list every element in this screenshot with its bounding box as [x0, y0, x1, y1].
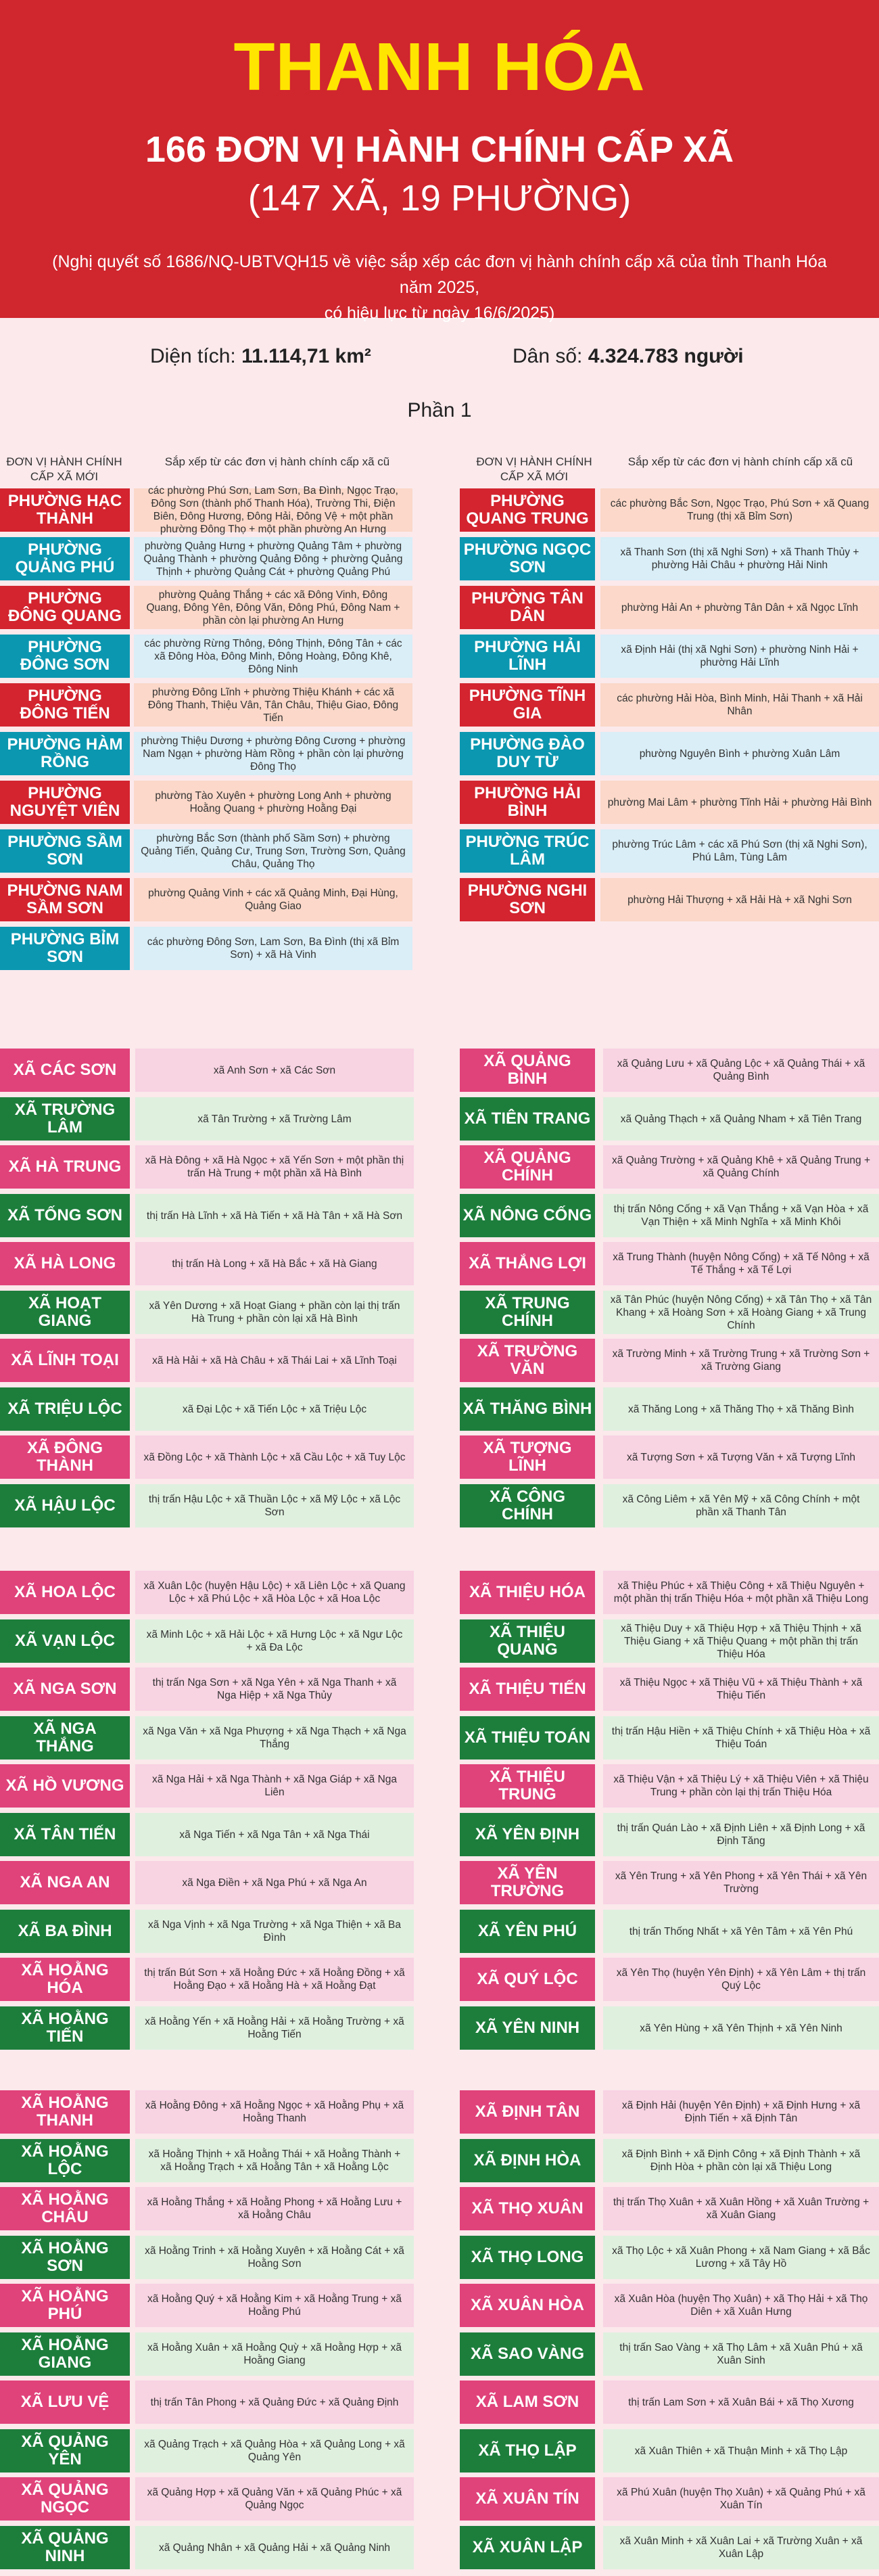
unit-name: XÃ XUÂN HÒA — [460, 2284, 595, 2327]
unit-merged-from: xã Quảng Hợp + xã Quảng Văn + xã Quảng Phúc + xã Quảng Ngọc — [135, 2477, 414, 2521]
unit-row — [460, 781, 879, 824]
area-label: Diện tích: — [150, 345, 242, 367]
unit-name: XÃ TRIỆU LỘC — [0, 1387, 130, 1431]
unit-merged-from: xã Nga Điền + xã Nga Phú + xã Nga An — [135, 1861, 414, 1904]
unit-merged-from: xã Yên Dương + xã Hoạt Giang + phần còn lại thị trấn Hà Trung + phần còn lại xã Hà Bình — [135, 1291, 414, 1334]
unit-name: XÃ YÊN PHÚ — [460, 1910, 595, 1953]
unit-merged-from: xã Thăng Long + xã Thăng Thọ + xã Thăng Bình — [603, 1387, 879, 1431]
population-label: Dân số: — [513, 345, 588, 367]
decree-note — [41, 249, 838, 326]
unit-name: XÃ VẠN LỘC — [0, 1619, 130, 1663]
unit-row — [460, 1910, 879, 1953]
unit-name: XÃ TIÊN TRANG — [460, 1097, 595, 1141]
unit-name: XÃ TRUNG CHÍNH — [460, 1291, 595, 1334]
unit-row — [0, 2187, 414, 2230]
population-value: 4.324.783 người — [588, 345, 744, 367]
unit-merged-from: các phường Hải Hòa, Bình Minh, Hải Thanh + xã Hải Nhân — [600, 683, 879, 727]
unit-name: PHƯỜNG TÂN DÂN — [460, 586, 595, 629]
page-title: THANH HÓA — [233, 29, 646, 105]
unit-row — [0, 683, 412, 727]
unit-name: XÃ THIỆU HÓA — [460, 1571, 595, 1614]
unit-row — [0, 2006, 414, 2050]
header-banner — [0, 0, 879, 323]
unit-row — [460, 1716, 879, 1760]
unit-name: XÃ HOẰNG PHÚ — [0, 2284, 130, 2327]
unit-merged-from: thị trấn Quán Lào + xã Định Liên + xã Định Long + xã Định Tăng — [603, 1813, 879, 1856]
unit-name: PHƯỜNG ĐÔNG TIẾN — [0, 683, 130, 727]
unit-merged-from: phường Hải Thượng + xã Hải Hà + xã Nghi Sơn — [600, 878, 879, 921]
unit-merged-from: thị trấn Thọ Xuân + xã Xuân Hồng + xã Xuân Trường + xã Xuân Giang — [603, 2187, 879, 2230]
unit-row — [460, 1813, 879, 1856]
unit-name: XÃ YÊN NINH — [460, 2006, 595, 2050]
unit-row — [0, 1387, 414, 1431]
unit-name: XÃ TRƯỜNG VĂN — [460, 1339, 595, 1382]
unit-row — [0, 2477, 414, 2521]
unit-merged-from: thị trấn Hà Long + xã Hà Bắc + xã Hà Giang — [135, 1242, 414, 1285]
unit-merged-from: xã Tân Trường + xã Trường Lâm — [135, 1097, 414, 1141]
unit-merged-from: phường Đông Lĩnh + phường Thiệu Khánh + các xã Đông Thanh, Thiệu Vân, Tân Châu, Thiệu Giao, Đông Tiến — [134, 683, 412, 727]
unit-merged-from: xã Tân Phúc (huyện Nông Cống) + xã Tân Thọ + xã Tân Khang + xã Hoàng Sơn + xã Hoàng Giang + xã Trung Chính — [603, 1291, 879, 1334]
unit-row — [0, 2526, 414, 2569]
unit-merged-from: xã Hoằng Yến + xã Hoằng Hải + xã Hoằng Trường + xã Hoằng Tiến — [135, 2006, 414, 2050]
unit-name: XÃ THIỆU TOÁN — [460, 1716, 595, 1760]
decree-line-1: (Nghị quyết số 1686/NQ-UBTVQH15 về việc sắp xếp các đơn vị hành chính cấp xã của tỉnh Thanh Hóa năm 2025, — [52, 252, 827, 297]
unit-name: XÃ NGA AN — [0, 1861, 130, 1904]
unit-merged-from: các phường Bắc Sơn, Ngọc Trạo, Phú Sơn + xã Quang Trung (thị xã Bỉm Sơn) — [600, 488, 879, 532]
unit-merged-from: phường Nguyên Bình + phường Xuân Lâm — [600, 732, 879, 775]
unit-merged-from: thị trấn Hậu Hiền + xã Thiệu Chính + xã Thiệu Hòa + xã Thiệu Toán — [603, 1716, 879, 1760]
unit-name: PHƯỜNG BỈM SƠN — [0, 927, 130, 970]
unit-row — [0, 2284, 414, 2327]
unit-name: XÃ HÀ TRUNG — [0, 1145, 130, 1189]
unit-row — [0, 1194, 414, 1237]
unit-name: XÃ THẮNG LỢI — [460, 1242, 595, 1285]
unit-merged-from: xã Hoằng Thịnh + xã Hoằng Thái + xã Hoằng Thành + xã Hoằng Trạch + xã Hoằng Tân + xã Hoằng Lộc — [135, 2139, 414, 2182]
unit-merged-from: xã Hoằng Quý + xã Hoằng Kim + xã Hoằng Trung + xã Hoằng Phú — [135, 2284, 414, 2327]
unit-merged-from: thị trấn Thống Nhất + xã Yên Tâm + xã Yên Phú — [603, 1910, 879, 1953]
unit-name: XÃ XUÂN TÍN — [460, 2477, 595, 2521]
unit-merged-from: xã Nga Văn + xã Nga Phượng + xã Nga Thạch + xã Nga Thắng — [135, 1716, 414, 1760]
unit-merged-from: phường Bắc Sơn (thành phố Sầm Sơn) + phường Quảng Tiến, Quảng Cư, Trung Sơn, Trường Sơn, Quảng Châu, Quảng Thọ — [134, 829, 412, 873]
unit-row — [0, 2332, 414, 2376]
unit-name: XÃ HOẰNG THANH — [0, 2090, 130, 2134]
unit-row — [460, 2187, 879, 2230]
unit-row — [0, 1910, 414, 1953]
unit-name: XÃ HOẠT GIANG — [0, 1291, 130, 1334]
unit-name: XÃ CÁC SƠN — [0, 1049, 130, 1092]
unit-merged-from: xã Yên Trung + xã Yên Phong + xã Yên Thái + xã Yên Trường — [603, 1861, 879, 1904]
unit-name: XÃ QUÝ LỘC — [460, 1958, 595, 2001]
unit-row — [460, 2380, 879, 2424]
unit-name: PHƯỜNG HẢI LĨNH — [460, 635, 595, 678]
stats-bar — [0, 345, 879, 379]
unit-merged-from: xã Tượng Sơn + xã Tượng Văn + xã Tượng Lĩnh — [603, 1435, 879, 1479]
unit-merged-from: thị trấn Lam Sơn + xã Xuân Bái + xã Thọ Xương — [603, 2380, 879, 2424]
unit-name: PHƯỜNG HẢI BÌNH — [460, 781, 595, 824]
unit-row — [460, 1339, 879, 1382]
unit-name: PHƯỜNG ĐÀO DUY TỪ — [460, 732, 595, 775]
unit-merged-from: xã Quảng Trạch + xã Quảng Hòa + xã Quảng Long + xã Quảng Yên — [135, 2429, 414, 2472]
unit-name: XÃ SAO VÀNG — [460, 2332, 595, 2376]
unit-row — [460, 2477, 879, 2521]
unit-row — [0, 1571, 414, 1614]
col-header-unit-left: ĐƠN VỊ HÀNH CHÍNH CẤP XÃ MỚI — [6, 455, 122, 483]
unit-row — [0, 1619, 414, 1663]
unit-merged-from: xã Nga Vịnh + xã Nga Trường + xã Nga Thiện + xã Ba Đình — [135, 1910, 414, 1953]
unit-row — [460, 635, 879, 678]
unit-row — [460, 1668, 879, 1711]
unit-merged-from: xã Xuân Minh + xã Xuân Lai + xã Trường Xuân + xã Xuân Lập — [603, 2526, 879, 2569]
unit-row — [0, 2429, 414, 2472]
unit-name: XÃ QUẢNG BÌNH — [460, 1049, 595, 1092]
unit-merged-from: xã Định Bình + xã Định Công + xã Định Thành + xã Định Hòa + phần còn lại xã Thiệu Long — [603, 2139, 879, 2182]
unit-name: XÃ HÀ LONG — [0, 1242, 130, 1285]
unit-name: XÃ HOẰNG SƠN — [0, 2236, 130, 2279]
unit-merged-from: xã Trung Thành (huyện Nông Cống) + xã Tế Nông + xã Tế Thắng + xã Tế Lợi — [603, 1242, 879, 1285]
unit-name: PHƯỜNG SẦM SƠN — [0, 829, 130, 873]
unit-merged-from: xã Định Hải (thị xã Nghi Sơn) + phường Ninh Hải + phường Hải Lĩnh — [600, 635, 879, 678]
unit-name: XÃ HOẰNG GIANG — [0, 2332, 130, 2376]
unit-row — [460, 732, 879, 775]
unit-name: PHƯỜNG QUẢNG PHÚ — [0, 537, 130, 580]
unit-merged-from: xã Trường Minh + xã Trường Trung + xã Trường Sơn + xã Trường Giang — [603, 1339, 879, 1382]
unit-name: PHƯỜNG NGỌC SƠN — [460, 537, 595, 580]
unit-name: PHƯỜNG ĐÔNG QUANG — [0, 586, 130, 629]
unit-row — [460, 2284, 879, 2327]
unit-row — [0, 1861, 414, 1904]
unit-merged-from: xã Hoằng Đông + xã Hoằng Ngọc + xã Hoằng Phụ + xã Hoằng Thanh — [135, 2090, 414, 2134]
unit-name: PHƯỜNG QUANG TRUNG — [460, 488, 595, 532]
unit-name: PHƯỜNG NAM SẦM SƠN — [0, 878, 130, 921]
unit-row — [460, 1619, 879, 1663]
unit-merged-from: xã Quảng Trường + xã Quảng Khê + xã Quảng Trung + xã Quảng Chính — [603, 1145, 879, 1189]
unit-merged-from: phường Quảng Hưng + phường Quảng Tâm + phường Quảng Thành + phường Quảng Đông + phường Quảng Thịnh + phường Quảng Cát + phường Quảng Phú — [134, 537, 412, 580]
unit-row — [460, 2236, 879, 2279]
area-value: 11.114,71 km² — [241, 345, 371, 367]
unit-row — [460, 878, 879, 921]
unit-merged-from: xã Quảng Nhân + xã Quảng Hải + xã Quảng Ninh — [135, 2526, 414, 2569]
unit-row — [460, 1958, 879, 2001]
subtitle-count: 166 ĐƠN VỊ HÀNH CHÍNH CẤP XÃ — [145, 129, 734, 170]
unit-name: XÃ LƯU VỆ — [0, 2380, 130, 2424]
unit-merged-from: phường Quảng Thắng + các xã Đông Vinh, Đông Quang, Đông Yên, Đông Văn, Đông Phú, Đông Nam + phần còn lại phường An Hưng — [134, 586, 412, 629]
unit-row — [460, 1194, 879, 1237]
unit-row — [0, 1145, 414, 1189]
unit-merged-from: xã Yên Thọ (huyện Yên Định) + xã Yên Lâm + thị trấn Quý Lộc — [603, 1958, 879, 2001]
decree-line-2: có hiệu lực từ ngày 16/6/2025) — [324, 304, 555, 323]
unit-merged-from: xã Thọ Lộc + xã Xuân Phong + xã Nam Giang + xã Bắc Lương + xã Tây Hồ — [603, 2236, 879, 2279]
unit-row — [460, 1097, 879, 1141]
unit-merged-from: xã Hoằng Trinh + xã Hoằng Xuyên + xã Hoằng Cát + xã Hoằng Sơn — [135, 2236, 414, 2279]
unit-row — [460, 1049, 879, 1092]
unit-name: XÃ HOẰNG TIẾN — [0, 2006, 130, 2050]
unit-name: XÃ QUẢNG CHÍNH — [460, 1145, 595, 1189]
unit-row — [0, 537, 412, 580]
unit-row — [0, 2236, 414, 2279]
unit-name: XÃ THIỆU TIẾN — [460, 1668, 595, 1711]
unit-row — [0, 1716, 414, 1760]
unit-merged-from: phường Hải An + phường Tân Dân + xã Ngọc Lĩnh — [600, 586, 879, 629]
unit-name: XÃ THĂNG BÌNH — [460, 1387, 595, 1431]
unit-name: PHƯỜNG HẠC THÀNH — [0, 488, 130, 532]
unit-name: XÃ THIỆU TRUNG — [460, 1764, 595, 1808]
unit-merged-from: phường Thiệu Dương + phường Đông Cương + phường Nam Ngạn + phường Hàm Rồng + phần còn lại phường Đông Thọ — [134, 732, 412, 775]
unit-row — [460, 1387, 879, 1431]
unit-row — [460, 1484, 879, 1527]
unit-row — [0, 485, 412, 535]
unit-merged-from: thị trấn Nông Cống + xã Vạn Thắng + xã Vạn Hòa + xã Vạn Thiện + xã Minh Nghĩa + xã Minh Khôi — [603, 1194, 879, 1237]
unit-merged-from: xã Hoằng Xuân + xã Hoằng Quỳ + xã Hoằng Hợp + xã Hoằng Giang — [135, 2332, 414, 2376]
unit-name: XÃ THIỆU QUANG — [460, 1619, 595, 1663]
unit-merged-from: thị trấn Hà Lĩnh + xã Hà Tiến + xã Hà Tân + xã Hà Sơn — [135, 1194, 414, 1237]
unit-merged-from: xã Hà Đông + xã Hà Ngọc + xã Yến Sơn + một phần thị trấn Hà Trung + một phần xã Hà Bình — [135, 1145, 414, 1189]
unit-row — [460, 2139, 879, 2182]
unit-name: XÃ XUÂN LẬP — [460, 2526, 595, 2569]
unit-row — [460, 1435, 879, 1479]
unit-name: XÃ THỌ LONG — [460, 2236, 595, 2279]
unit-name: XÃ NGA THẮNG — [0, 1716, 130, 1760]
col-header-merged-left: Sắp xếp từ các đơn vị hành chính cấp xã cũ — [164, 455, 390, 468]
unit-name: XÃ QUẢNG YÊN — [0, 2429, 130, 2472]
unit-name: XÃ NÔNG CỐNG — [460, 1194, 595, 1237]
area-stat — [150, 345, 371, 368]
unit-name: PHƯỜNG ĐÔNG SƠN — [0, 635, 130, 678]
unit-name: XÃ NGA SƠN — [0, 1668, 130, 1711]
unit-name: PHƯỜNG NGUYỆT VIÊN — [0, 781, 130, 824]
unit-name: XÃ BA ĐÌNH — [0, 1910, 130, 1953]
unit-name: PHƯỜNG TĨNH GIA — [460, 683, 595, 727]
unit-row — [0, 586, 412, 629]
unit-name: PHƯỜNG HÀM RỒNG — [0, 732, 130, 775]
unit-row — [0, 829, 412, 873]
unit-row — [0, 1764, 414, 1808]
unit-row — [460, 2526, 879, 2569]
unit-merged-from: xã Thiệu Ngọc + xã Thiệu Vũ + xã Thiệu Thành + xã Thiệu Tiến — [603, 1668, 879, 1711]
unit-row — [460, 1291, 879, 1334]
unit-row — [0, 1484, 414, 1527]
unit-row — [460, 2332, 879, 2376]
unit-name: XÃ HOA LỘC — [0, 1571, 130, 1614]
unit-row — [460, 1861, 879, 1904]
unit-name: XÃ TƯỢNG LĨNH — [460, 1435, 595, 1479]
unit-merged-from: thị trấn Hậu Lộc + xã Thuần Lộc + xã Mỹ Lộc + xã Lộc Sơn — [135, 1484, 414, 1527]
unit-name: XÃ ĐỊNH TÂN — [460, 2090, 595, 2134]
col-header-merged-right: Sắp xếp từ các đơn vị hành chính cấp xã cũ — [627, 455, 853, 468]
unit-name: XÃ HOẰNG CHÂU — [0, 2187, 130, 2230]
unit-row — [460, 1242, 879, 1285]
unit-merged-from: xã Nga Hải + xã Nga Thành + xã Nga Giáp + xã Nga Liên — [135, 1764, 414, 1808]
unit-merged-from: phường Mai Lâm + phường Tĩnh Hải + phường Hải Bình — [600, 781, 879, 824]
unit-name: XÃ QUẢNG NGỌC — [0, 2477, 130, 2521]
unit-row — [0, 2139, 414, 2182]
unit-row — [0, 1668, 414, 1711]
unit-row — [460, 1764, 879, 1808]
unit-merged-from: phường Tào Xuyên + phường Long Anh + phường Hoằng Quang + phường Hoằng Đại — [134, 781, 412, 824]
unit-name: XÃ THỌ XUÂN — [460, 2187, 595, 2230]
unit-row — [0, 1291, 414, 1334]
unit-merged-from: các phường Rừng Thông, Đông Thịnh, Đông Tân + các xã Đông Hòa, Đông Minh, Đông Hoàng, Đông Khê, Đông Ninh — [134, 635, 412, 678]
unit-merged-from: xã Thiệu Phúc + xã Thiệu Công + xã Thiệu Nguyên + một phần thị trấn Thiệu Hóa + một phần xã Thiệu Long — [603, 1571, 879, 1614]
unit-name: XÃ YÊN ĐỊNH — [460, 1813, 595, 1856]
unit-name: XÃ THỌ LẬP — [460, 2429, 595, 2472]
unit-name: XÃ ĐÔNG THÀNH — [0, 1435, 130, 1479]
unit-row — [0, 732, 412, 775]
population-stat — [513, 345, 744, 368]
unit-row — [0, 1435, 414, 1479]
unit-row — [0, 1242, 414, 1285]
unit-row — [0, 1813, 414, 1856]
unit-name: XÃ TRƯỜNG LÂM — [0, 1097, 130, 1141]
unit-name: XÃ HOẰNG HÓA — [0, 1958, 130, 2001]
unit-name: XÃ YÊN TRƯỜNG — [460, 1861, 595, 1904]
subtitle-breakdown: (147 XÃ, 19 PHƯỜNG) — [247, 178, 632, 218]
unit-merged-from: xã Quảng Lưu + xã Quảng Lộc + xã Quảng Thái + xã Quảng Bình — [603, 1049, 879, 1092]
unit-merged-from: xã Yên Hùng + xã Yên Thịnh + xã Yên Ninh — [603, 2006, 879, 2050]
unit-name: XÃ CÔNG CHÍNH — [460, 1484, 595, 1527]
unit-merged-from: phường Trúc Lâm + các xã Phú Sơn (thị xã Nghi Sơn), Phú Lâm, Tùng Lâm — [600, 829, 879, 873]
unit-merged-from: thị trấn Tân Phong + xã Quảng Đức + xã Quảng Định — [135, 2380, 414, 2424]
unit-merged-from: các phường Đông Sơn, Lam Sơn, Ba Đình (thị xã Bỉm Sơn) + xã Hà Vinh — [134, 927, 412, 970]
unit-merged-from: xã Anh Sơn + xã Các Sơn — [135, 1049, 414, 1092]
unit-merged-from: xã Minh Lộc + xã Hải Lộc + xã Hưng Lộc + xã Ngư Lộc + xã Đa Lộc — [135, 1619, 414, 1663]
unit-merged-from: thị trấn Sao Vàng + xã Thọ Lâm + xã Xuân Phú + xã Xuân Sinh — [603, 2332, 879, 2376]
unit-merged-from: xã Thanh Sơn (thị xã Nghi Sơn) + xã Thanh Thủy + phường Hải Châu + phường Hải Ninh — [600, 537, 879, 580]
unit-merged-from: xã Thiệu Duy + xã Thiệu Hợp + xã Thiệu Thịnh + xã Thiệu Giang + xã Thiệu Quang + một phần thị trấn Thiệu Hóa — [603, 1619, 879, 1663]
unit-merged-from: xã Đại Lộc + xã Tiến Lộc + xã Triệu Lộc — [135, 1387, 414, 1431]
unit-row — [0, 635, 412, 678]
unit-row — [460, 2006, 879, 2050]
unit-name: XÃ TÂN TIẾN — [0, 1813, 130, 1856]
col-header-unit-right: ĐƠN VỊ HÀNH CHÍNH CẤP XÃ MỚI — [476, 455, 592, 483]
unit-merged-from: xã Thiệu Vận + xã Thiệu Lý + xã Thiệu Viên + xã Thiệu Trung + phần còn lại thị trấn Thiệu Hóa — [603, 1764, 879, 1808]
unit-merged-from: xã Công Liêm + xã Yên Mỹ + xã Công Chính + một phần xã Thanh Tân — [603, 1484, 879, 1527]
unit-name: XÃ LĨNH TOẠI — [0, 1339, 130, 1382]
unit-merged-from: xã Xuân Hòa (huyện Thọ Xuân) + xã Thọ Hải + xã Thọ Diên + xã Xuân Hưng — [603, 2284, 879, 2327]
unit-row — [460, 586, 879, 629]
unit-merged-from: xã Xuân Lộc (huyện Hậu Lộc) + xã Liên Lộc + xã Quang Lộc + xã Phú Lộc + xã Hòa Lộc + xã Hoa Lộc — [135, 1571, 414, 1614]
unit-name: PHƯỜNG TRÚC LÂM — [460, 829, 595, 873]
unit-merged-from: xã Phú Xuân (huyện Thọ Xuân) + xã Quảng Phú + xã Xuân Tín — [603, 2477, 879, 2521]
unit-row — [460, 537, 879, 580]
unit-merged-from: xã Hà Hải + xã Hà Châu + xã Thái Lai + xã Lĩnh Toại — [135, 1339, 414, 1382]
unit-row — [460, 2429, 879, 2472]
unit-row — [0, 2090, 414, 2134]
unit-row — [0, 1097, 414, 1141]
unit-row — [0, 2380, 414, 2424]
unit-row — [460, 683, 879, 727]
unit-row — [460, 488, 879, 532]
unit-row — [0, 878, 412, 921]
unit-row — [460, 1571, 879, 1614]
unit-row — [0, 927, 412, 970]
unit-row — [0, 1958, 414, 2001]
unit-merged-from: xã Nga Tiến + xã Nga Tân + xã Nga Thái — [135, 1813, 414, 1856]
part-label: Phần 1 — [407, 399, 472, 421]
unit-merged-from: xã Xuân Thiên + xã Thuận Minh + xã Thọ Lập — [603, 2429, 879, 2472]
unit-name: XÃ HẬU LỘC — [0, 1484, 130, 1527]
unit-row — [460, 1145, 879, 1189]
unit-row — [460, 829, 879, 873]
unit-row — [0, 1049, 414, 1092]
unit-name: XÃ ĐỊNH HÒA — [460, 2139, 595, 2182]
unit-name: XÃ HOẰNG LỘC — [0, 2139, 130, 2182]
unit-merged-from: các phường Phú Sơn, Lam Sơn, Ba Đình, Ngọc Trạo, Đông Sơn (thành phố Thanh Hóa), Trường Thi, Điện Biên, Đông Hương, Đông Hải, Đông Vệ + một phần phường Đông Thọ + một phần phường An Hưng — [134, 488, 412, 532]
unit-merged-from: xã Quảng Thạch + xã Quảng Nham + xã Tiên Trang — [603, 1097, 879, 1141]
unit-merged-from: xã Định Hải (huyện Yên Định) + xã Định Hưng + xã Định Tiến + xã Định Tân — [603, 2090, 879, 2134]
unit-merged-from: phường Quảng Vinh + các xã Quảng Minh, Đại Hùng, Quảng Giao — [134, 878, 412, 921]
unit-merged-from: xã Đồng Lộc + xã Thành Lộc + xã Cầu Lộc + xã Tuy Lộc — [135, 1435, 414, 1479]
unit-row — [0, 781, 412, 824]
unit-name: XÃ HỒ VƯƠNG — [0, 1764, 130, 1808]
unit-name: XÃ QUẢNG NINH — [0, 2526, 130, 2569]
unit-name: XÃ LAM SƠN — [460, 2380, 595, 2424]
unit-row — [0, 1339, 414, 1382]
unit-row — [460, 2090, 879, 2134]
unit-merged-from: thị trấn Bút Sơn + xã Hoằng Đức + xã Hoằng Đồng + xã Hoằng Đạo + xã Hoằng Hà + xã Hoằng Đạt — [135, 1958, 414, 2001]
unit-merged-from: thị trấn Nga Sơn + xã Nga Yên + xã Nga Thanh + xã Nga Hiệp + xã Nga Thủy — [135, 1668, 414, 1711]
unit-merged-from: xã Hoằng Thắng + xã Hoằng Phong + xã Hoằng Lưu + xã Hoằng Châu — [135, 2187, 414, 2230]
unit-name: XÃ TỐNG SƠN — [0, 1194, 130, 1237]
unit-name: PHƯỜNG NGHI SƠN — [460, 878, 595, 921]
